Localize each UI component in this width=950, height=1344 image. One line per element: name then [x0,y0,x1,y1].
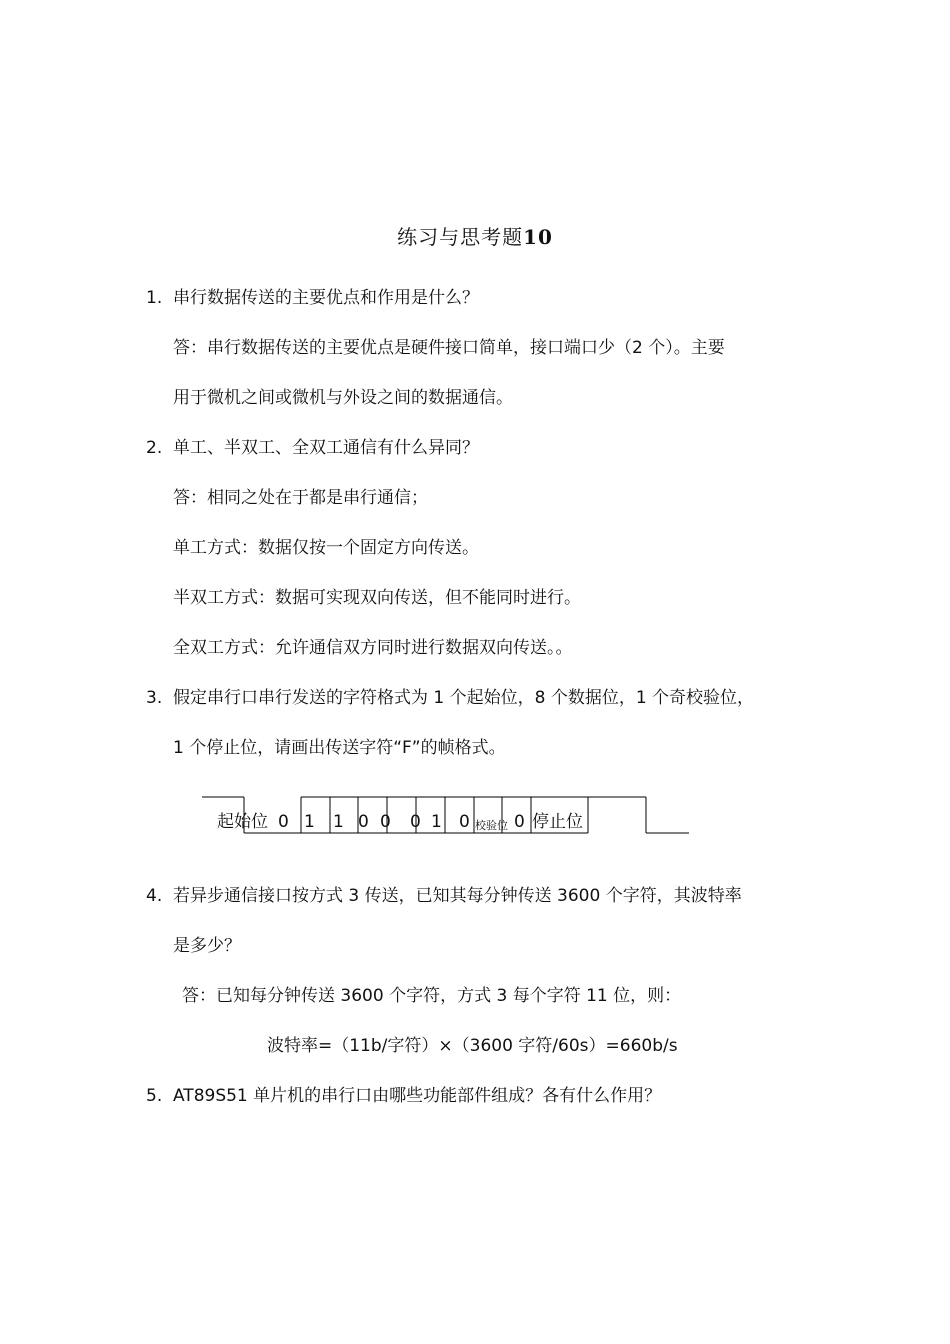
question-number: 4. [146,886,163,906]
data-bit: 0 [380,812,391,832]
question-text: AT89S51 单片机的串行口由哪些功能部件组成？各有什么作用？ [173,1086,662,1106]
data-bit: 1 [431,812,442,832]
title-number: 10 [523,225,553,249]
question-text-continued: 是多少？ [173,936,241,956]
data-bit: 1 [333,812,344,832]
answer-line: 单工方式：数据仅按一个固定方向传送。 [173,538,479,558]
answer-line: 用于微机之间或微机与外设之间的数据通信。 [173,388,513,408]
answer-line: 全双工方式：允许通信双方同时进行数据双向传送。。 [173,638,573,658]
question-number: 2. [146,438,163,458]
answer-line: 答：已知每分钟传送 3600 个字符，方式 3 每个字符 11 位，则： [182,986,682,1006]
data-bit: 1 [304,812,315,832]
title-text: 练习与思考题 [397,225,524,249]
question-text: 假定串行口串行发送的字符格式为 1 个起始位，8 个数据位，1 个奇校验位， [173,688,755,708]
data-bit: 0 [459,812,470,832]
answer-line: 答：相同之处在于都是串行通信； [173,488,428,508]
start-bit-label: 起始位 [217,812,268,832]
data-bit: 0 [410,812,421,832]
question-text-continued: 1 个停止位，请画出传送字符“F”的帧格式。 [173,738,506,758]
parity-bit-label: 校验位 [475,819,508,832]
question-text: 若异步通信接口按方式 3 传送，已知其每分钟传送 3600 个字符，其波特率 [173,886,742,906]
page-title [0,221,950,250]
question-number: 1. [146,288,163,308]
answer-line: 答：串行数据传送的主要优点是硬件接口简单，接口端口少（2 个）。主要 [173,338,725,358]
data-bit: 0 [358,812,369,832]
stop-bit-label: 停止位 [532,812,583,832]
question-text: 串行数据传送的主要优点和作用是什么？ [173,288,479,308]
question-number: 5. [146,1086,163,1106]
question-number: 3. [146,688,163,708]
formula-line: 波特率=（11b/字符）×（3600 字符/60s）=660b/s [267,1036,678,1056]
question-text: 单工、半双工、全双工通信有什么异同？ [173,438,479,458]
start-bit-value: 0 [278,812,289,832]
answer-line: 半双工方式：数据可实现双向传送，但不能同时进行。 [173,588,581,608]
parity-bit-value: 0 [514,812,525,832]
